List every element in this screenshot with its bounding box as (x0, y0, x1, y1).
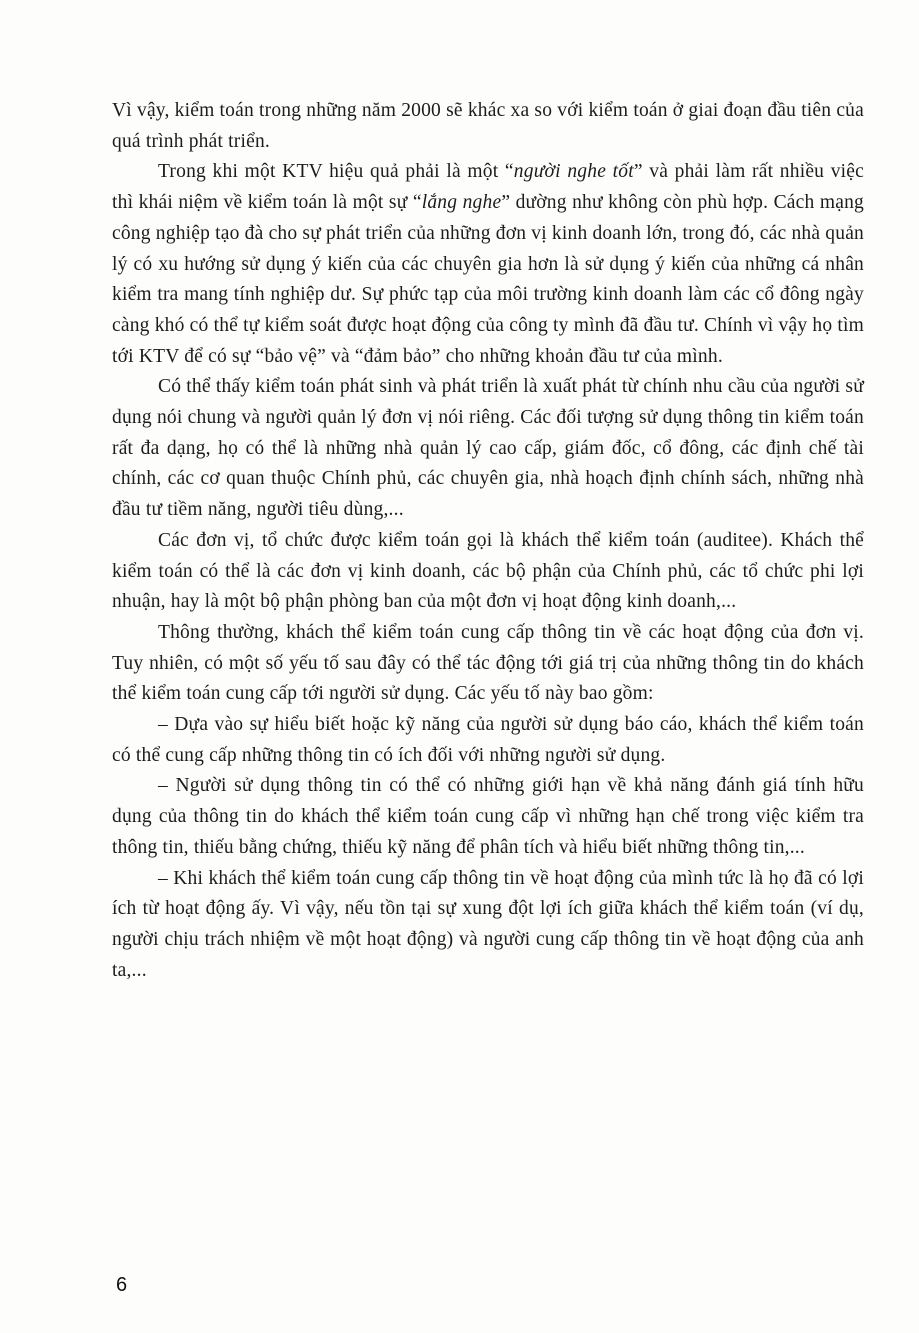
page-number: 6 (116, 1274, 128, 1296)
paragraph-2: Trong khi một KTV hiệu quả phải là một “người nghe tốt” và phải làm rất nhiều việc thì khái niệm về kiểm toán là một sự “lắng nghe” dường như không còn phù hợp. Cách mạng công nghiệp tạo đà cho sự phát triển của những đơn vị kinh doanh lớn, trong đó, các nhà quản lý có xu hướng sử dụng ý kiến của các chuyên gia hơn là sử dụng ý kiến của những cá nhân kiểm tra mang tính nghiệp dư. Sự phức tạp của môi trường kinh doanh làm các cổ đông ngày càng khó có thể tự kiểm soát được hoạt động của công ty mình đã đầu tư. Chính vì vậy họ tìm tới KTV để có sự “bảo vệ” và “đảm bảo” cho những khoản đầu tư của mình. (112, 161, 864, 367)
emphasis-nguoi-nghe-tot: người nghe tốt (513, 161, 634, 183)
paragraph-4: Các đơn vị, tổ chức được kiểm toán gọi là khách thể kiểm toán (auditee). Khách thể kiểm toán có thể là các đơn vị kinh doanh, các bộ phận của Chính phủ, các tổ chức phi lợi nhuận, hay là một bộ phận phòng ban của một đơn vị hoạt động kinh doanh,... (112, 529, 864, 613)
list-item-1: – Dựa vào sự hiểu biết hoặc kỹ năng của người sử dụng báo cáo, khách thể kiểm toán có thể cung cấp những thông tin có ích đối với những người sử dụng. (112, 714, 864, 766)
list-item-2: – Người sử dụng thông tin có thể có những giới hạn về khả năng đánh giá tính hữu dụng của thông tin do khách thể kiểm toán cung cấp vì những hạn chế trong việc kiểm tra thông tin, thiếu bằng chứng, thiếu kỹ năng để phân tích và hiểu biết những thông tin,... (112, 775, 864, 858)
emphasis-lang-nghe: lắng nghe (421, 192, 502, 214)
paragraph-5: Thông thường, khách thể kiểm toán cung cấp thông tin về các hoạt động của đơn vị. Tuy nhiên, có một số yếu tố sau đây có thể tác động tới giá trị của những thông tin do khách thể kiểm toán cung cấp tới người sử dụng. Các yếu tố này bao gồm: (112, 621, 864, 705)
paragraph-3: Có thể thấy kiểm toán phát sinh và phát triển là xuất phát từ chính nhu cầu của người sử dụng nói chung và người quản lý đơn vị nói riêng. Các đối tượng sử dụng thông tin kiểm toán rất đa dạng, họ có thể là những nhà quản lý cao cấp, giám đốc, cổ đông, các định chế tài chính, các cơ quan thuộc Chính phủ, các chuyên gia, nhà hoạch định chính sách, những nhà đầu tư tiềm năng, người tiêu dùng,... (112, 376, 864, 521)
paragraph-1: Vì vậy, kiểm toán trong những năm 2000 sẽ khác xa so với kiểm toán ở giai đoạn đầu tiên của quá trình phát triển. (112, 100, 864, 152)
body-text (112, 96, 864, 986)
list-item-3: – Khi khách thể kiểm toán cung cấp thông tin về hoạt động của mình tức là họ đã có lợi ích từ hoạt động ấy. Vì vậy, nếu tồn tại sự xung đột lợi ích giữa khách thể kiểm toán (ví dụ, người chịu trách nhiệm về một hoạt động) và người cung cấp thông tin về hoạt động của anh ta,... (112, 867, 864, 981)
